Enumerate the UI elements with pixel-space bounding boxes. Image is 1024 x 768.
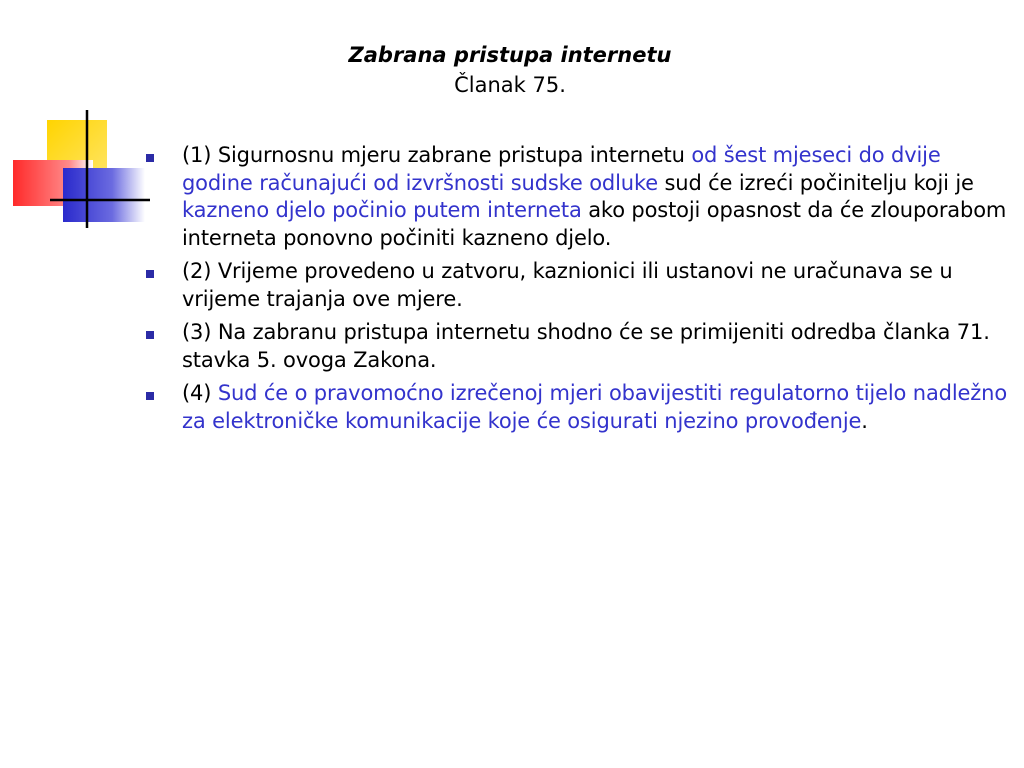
list-item xyxy=(144,380,1014,435)
bullet-square-icon xyxy=(146,270,154,278)
item-highlight-text: kazneno djelo počinio putem interneta xyxy=(182,198,582,222)
list-item xyxy=(144,142,1014,252)
item-text: sud će izreći počinitelju koji je xyxy=(657,170,974,195)
item-highlight-text: od šest mjeseci do dvije godine računajući od izvršnosti sudske odluke xyxy=(182,143,941,195)
item-text: ako postoji opasnost da će zlouporabom interneta ponovno počiniti kazneno djelo. xyxy=(182,198,1007,250)
item-text: (2) Vrijeme provedeno u zatvoru, kaznionici ili ustanovi ne uračunava se u vrijeme trajanja ove mjere. xyxy=(182,259,953,311)
bullet-list xyxy=(144,142,1014,441)
bullet-square-icon xyxy=(146,154,154,162)
list-item xyxy=(144,319,1014,374)
item-text: . xyxy=(861,408,868,433)
list-item xyxy=(144,258,1014,313)
slide-header xyxy=(150,40,870,100)
slide-title: Zabrana pristupa internetu xyxy=(348,43,672,67)
bullet-square-icon xyxy=(146,331,154,339)
item-text: (1) Sigurnosnu mjeru zabrane pristupa internetu xyxy=(182,143,692,167)
decorative-logo-graphic xyxy=(0,0,150,240)
item-text: (4) xyxy=(182,381,218,405)
item-text: (3) Na zabranu pristupa internetu shodno će se primijeniti odredba članka 71. stavka 5. ovoga Zakona. xyxy=(182,320,990,372)
bullet-square-icon xyxy=(146,392,154,400)
logo-blue-square xyxy=(63,168,145,222)
item-highlight-text: Sud će o pravomoćno izrečenoj mjeri obavijestiti regulatorno tijelo nadležno za elektroničke komunikacije koje će osigurati njezino provođenje xyxy=(182,381,1008,433)
article-number: Članak 75. xyxy=(454,73,566,97)
